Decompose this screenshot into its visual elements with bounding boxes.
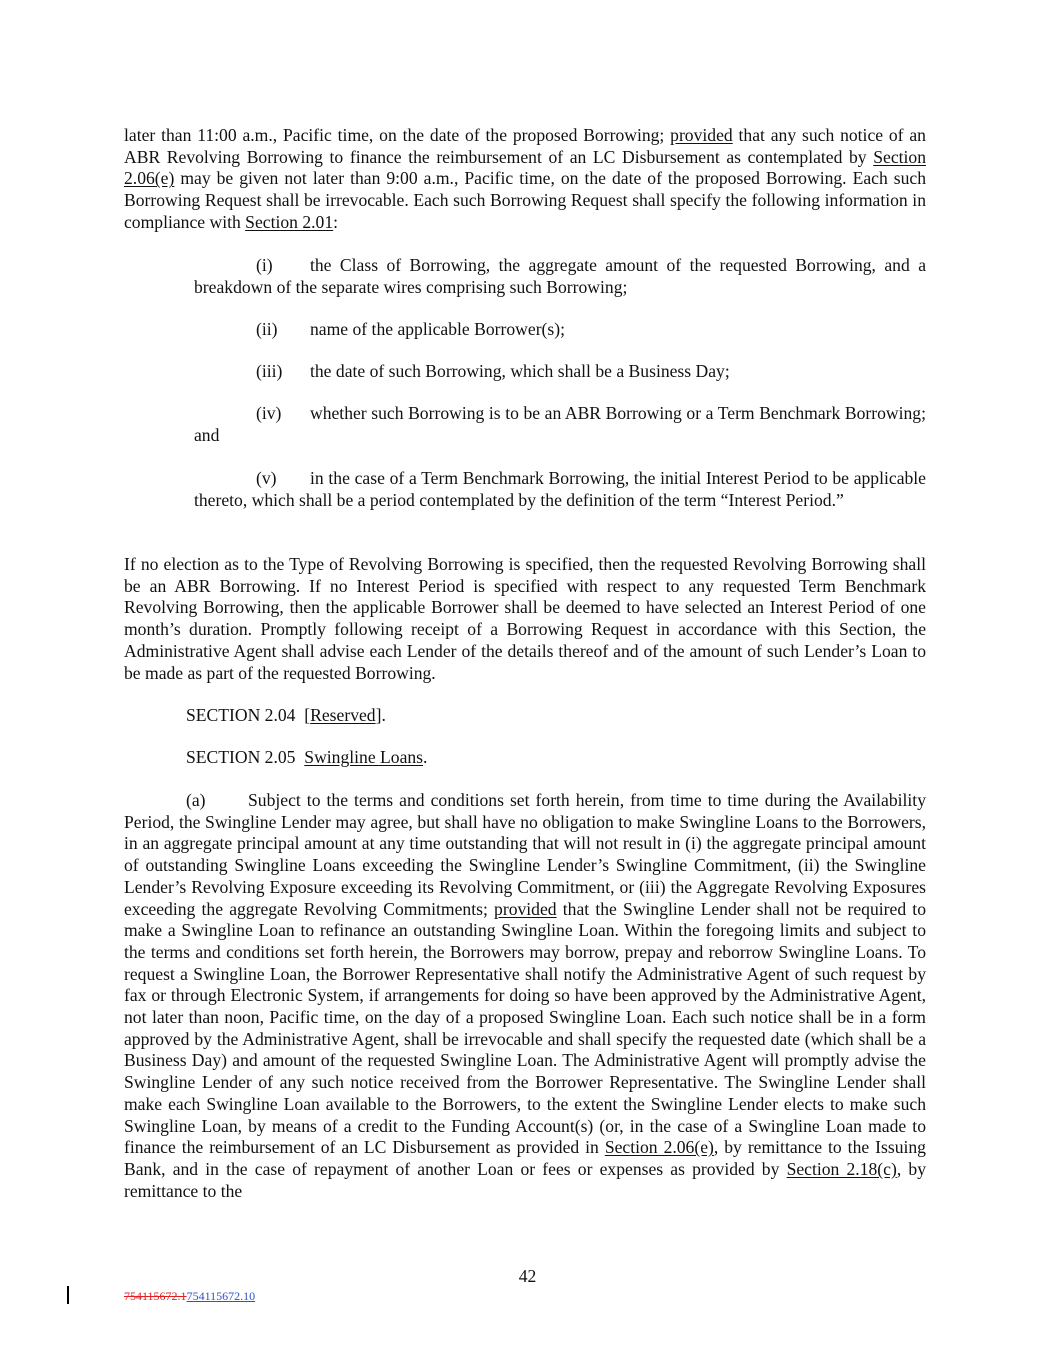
section-title: Reserved xyxy=(310,705,376,725)
provided-term: provided xyxy=(670,125,733,145)
section-reference: Section 2.18(c) xyxy=(786,1158,897,1179)
list-item xyxy=(194,319,926,341)
section-reference: Section 2.01 xyxy=(245,211,334,232)
item-text: in the case of a Term Benchmark Borrowing, the initial Interest Period to be applicable thereto, which shall be a period contemplated by the definition of the term “Interest Period.” xyxy=(194,468,926,510)
list-item xyxy=(194,361,926,383)
text-run: . xyxy=(423,747,428,767)
item-text: name of the applicable Borrower(s); xyxy=(310,319,566,339)
item-text: whether such Borrowing is to be an ABR Borrowing or a Term Benchmark Borrowing; and xyxy=(194,403,926,445)
text-run: Subject to the terms and conditions set forth herein, from time to time during the Availability Period, the Swingline Lender may agree, but shall have no obligation to make Swingline Loans to the Borrowers, in an aggregate principal amount at any time outstanding that will not result in (i) the aggregate principal amount of outstanding Swingline Loans exceeding the Swingline Lender’s Swingline Commitment, (ii) the Swingline Lender’s Revolving Exposure exceeding its Revolving Commitment, or (iii) the Aggregate Revolving Exposures exceeding the aggregate Revolving Commitments; xyxy=(124,790,926,919)
paragraph-borrowing-request xyxy=(124,125,926,234)
section-title: Swingline Loans xyxy=(304,747,424,767)
section-label: SECTION 2.05 xyxy=(186,747,305,767)
provided-term: provided xyxy=(494,898,557,919)
text-run: ]. xyxy=(375,705,386,725)
section-heading-2-04 xyxy=(186,705,386,727)
text-run: that the Swingline Lender shall not be required to make a Swingline Loan to refinance an outstanding Swingline Loan. Within the foregoing limits and subject to the terms and conditions set forth herein, the Borrowers may borrow, prepay and reborrow Swingline Loans. To request a Swingline Loan, the Borrower Representative shall notify the Administrative Agent of such request by fax or through Electronic System, if arrangements for doing so have been approved by the Administrative Agent, not later than noon, Pacific time, on the day of a proposed Swingline Loan. Each such notice shall be in a form approved by the Administrative Agent, shall be irrevocable and shall specify the requested date (which shall be a Business Day) and amount of the requested Swingline Loan. The Administrative Agent will promptly advise the Swingline Lender of any such notice received from the Borrower Representative. The Swingline Lender shall make each Swingline Loan available to the Borrowers, to the extent the Swingline Lender elects to make such Swingline Loan, by means of a credit to the Funding Account(s) (or, in the case of a Swingline Loan made to finance the reimbursement of an LC Disbursement as provided in xyxy=(124,898,926,1158)
inserted-doc-id: 754115672.10 xyxy=(186,1289,256,1303)
text-run: [ xyxy=(304,705,311,725)
item-number: (iv) xyxy=(256,403,282,423)
item-number: (v) xyxy=(256,468,277,488)
item-number: (i) xyxy=(256,255,273,275)
section-reference: Section 2.06(e) xyxy=(124,146,926,189)
paragraph-swingline-a xyxy=(124,790,926,1202)
text-run: : xyxy=(333,211,339,232)
item-text: the Class of Borrowing, the aggregate amount of the requested Borrowing, and a breakdown of the separate wires comprising such Borrowing; xyxy=(194,255,926,297)
list-item xyxy=(194,468,926,511)
section-heading-2-05 xyxy=(186,747,427,769)
document-id-footer xyxy=(124,1289,255,1303)
section-reference: Section 2.06(e) xyxy=(604,1137,714,1158)
item-text: the date of such Borrowing, which shall be a Business Day; xyxy=(310,361,730,381)
list-item xyxy=(194,403,926,446)
paragraph-type-election: If no election as to the Type of Revolving Borrowing is specified, then the requested Revolving Borrowing shall be an ABR Borrowing. If no Interest Period is specified with respect to any requested Term Benchmark Revolving Borrowing, then the applicable Borrower shall be deemed to have selected an Interest Period of one month’s duration. Promptly following receipt of a Borrowing Request in accordance with this Section, the Administrative Agent shall advise each Lender of the details thereof and of the amount of such Lender’s Loan to be made as part of the requested Borrowing. xyxy=(124,554,926,683)
list-item xyxy=(194,255,926,298)
text-run: , by remittance to the Issuing Bank, and in the case of repayment of another Loan or fees or expenses as provided by xyxy=(124,1137,926,1179)
item-number: (iii) xyxy=(256,361,283,381)
text-run: may be given not later than 9:00 a.m., Pacific time, on the date of the proposed Borrowing. Each such Borrowing Request shall be irrevocable. Each such Borrowing Request shall specify the following information in compliance with xyxy=(124,168,926,232)
item-number: (a) xyxy=(186,790,206,810)
text-run: , by remittance to the xyxy=(124,1158,926,1201)
text-run: later than 11:00 a.m., Pacific time, on the date of the proposed Borrowing; xyxy=(124,125,671,145)
change-bar xyxy=(67,1286,69,1304)
text-run: that any such notice of an ABR Revolving Borrowing to finance the reimbursement of an LC Disbursement as contemplated by xyxy=(124,125,926,167)
page-number: 42 xyxy=(518,1266,537,1286)
deleted-doc-id: 754115672.1 xyxy=(124,1289,187,1303)
item-number: (ii) xyxy=(256,319,278,339)
section-label: SECTION 2.04 xyxy=(186,705,305,725)
